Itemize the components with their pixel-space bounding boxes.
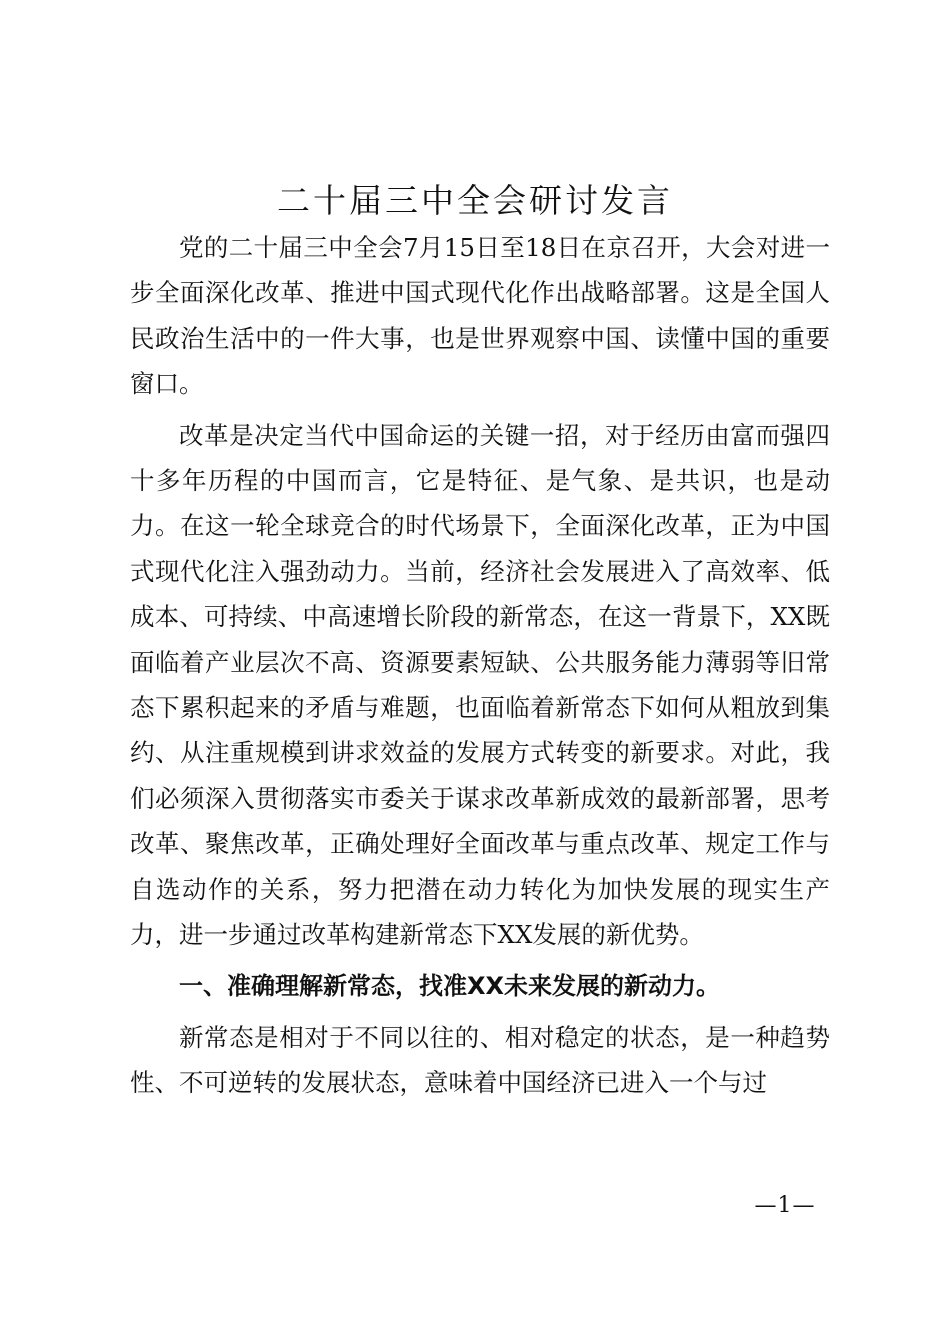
page-number: —1— <box>754 1193 816 1218</box>
paragraph-new-normal: 新常态是相对于不同以往的、相对稳定的状态，是一种趋势性、不可逆转的发展状态，意味着中国经济已进入一个与过 <box>130 1022 830 1098</box>
paragraph-intro: 党的二十届三中全会7月15日至18日在京召开，大会对进一步全面深化改革、推进中国式现代化作出战略部署。这是全国人民政治生活中的一件大事，也是世界观察中国、读懂中国的重要窗口。 <box>130 233 830 399</box>
section-heading: 一、准确理解新常态，找准XX未来发展的新动力。 <box>179 971 721 1000</box>
document-body <box>130 225 830 1106</box>
paragraph-reform: 改革是决定当代中国命运的关键一招，对于经历由富而强四十多年历程的中国而言，它是特征、是气象、是共识，也是动力。在这一轮全球竞合的时代场景下，全面深化改革，正为中国式现代化注入强劲动力。当前，经济社会发展进入了高效率、低成本、可持续、中高速增长阶段的新常态，在这一背景下，XX既面临着产业层次不高、资源要素短缺、公共服务能力薄弱等旧常态下累积起来的矛盾与难题，也面临着新常态下如何从粗放到集约、从注重规模到讲求效益的发展方式转变的新要求。对此，我们必须深入贯彻落实市委关于谋求改革新成效的最新部署，思考改革、聚焦改革，正确处理好全面改革与重点改革、规定工作与自选动作的关系，努力把潜在动力转化为加快发展的现实生产力，进一步通过改革构建新常态下XX发展的新优势。 <box>130 420 830 950</box>
document-title: 二十届三中全会研讨发言 <box>277 181 673 220</box>
